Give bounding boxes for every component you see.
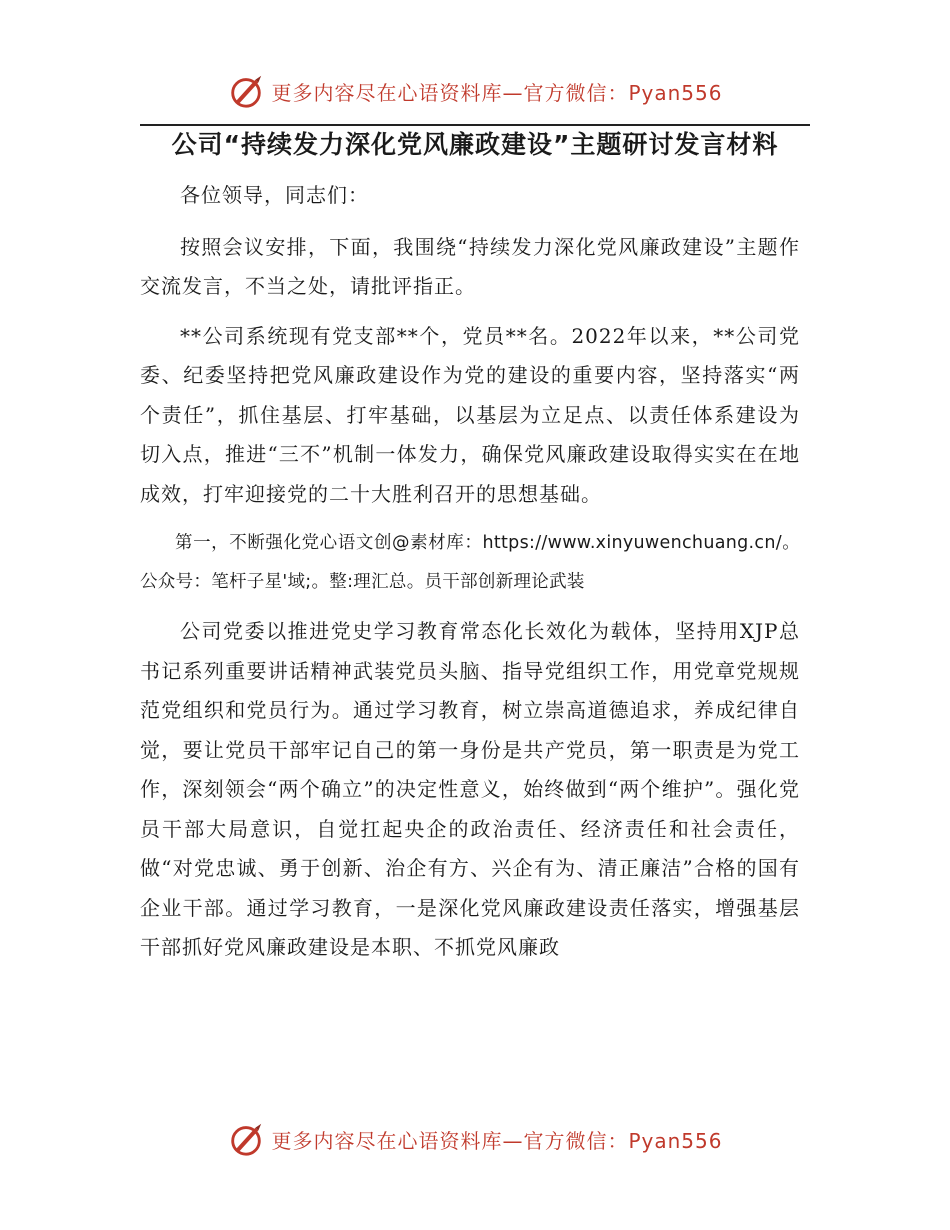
paragraph-overview: **公司系统现有党支部**个，党员**名。2022年以来，**公司党委、纪委坚持把党风廉政建设作为党的建设的重要内容，坚持落实“两个责任”，抓住基层、打牢基础，以基层为立足点、以责任体系建设为切入点，推进“三不”机制一体发力，确保党风廉政建设取得实实在在地成效，打牢迎接党的二十大胜利召开的思想基础。 [140, 323, 800, 506]
quill-pen-seal-icon [227, 1120, 265, 1158]
header-rule [140, 124, 810, 126]
footer-watermark-text: 更多内容尽在心语资料库—官方微信：Pyan556 [271, 1128, 723, 1153]
paragraph-salutation: 各位领导，同志们： [180, 183, 369, 207]
footer-watermark [0, 1114, 950, 1164]
header-watermark [0, 66, 950, 116]
paragraph-intro: 按照会议安排，下面，我围绕“持续发力深化党风廉政建设”主题作交流发言，不当之处，请批评指正。 [140, 234, 800, 298]
document-body [140, 176, 800, 978]
paragraph-section-heading: 第一，不断强化党心语文创@素材库：https://www.xinyuwenchuang.cn/。公众号：笔杆子星'域;。整:理汇总。员干部创新理论武装 [140, 533, 800, 592]
document-title: 公司“持续发力深化党风廉政建设”主题研讨发言材料 [171, 130, 779, 159]
quill-pen-seal-icon [227, 72, 265, 110]
header-watermark-text: 更多内容尽在心语资料库—官方微信：Pyan556 [271, 80, 723, 105]
paragraph-section-body: 公司党委以推进党史学习教育常态化长效化为载体，坚持用XJP总书记系列重要讲话精神武装党员头脑、指导党组织工作，用党章党规规范党组织和党员行为。通过学习教育，树立崇高道德追求，养成纪律自觉，要让党员干部牢记自己的第一身份是共产党员，第一职责是为党工作，深刻领会“两个确立”的决定性意义，始终做到“两个维护”。强化党员干部大局意识，自觉扛起央企的政治责任、经济责任和社会责任，做“对党忠诚、勇于创新、治企有方、兴企有为、清正廉洁”合格的国有企业干部。通过学习教育，一是深化党风廉政建设责任落实，增强基层干部抓好党风廉政建设是本职、不抓党风廉政 [140, 619, 800, 959]
